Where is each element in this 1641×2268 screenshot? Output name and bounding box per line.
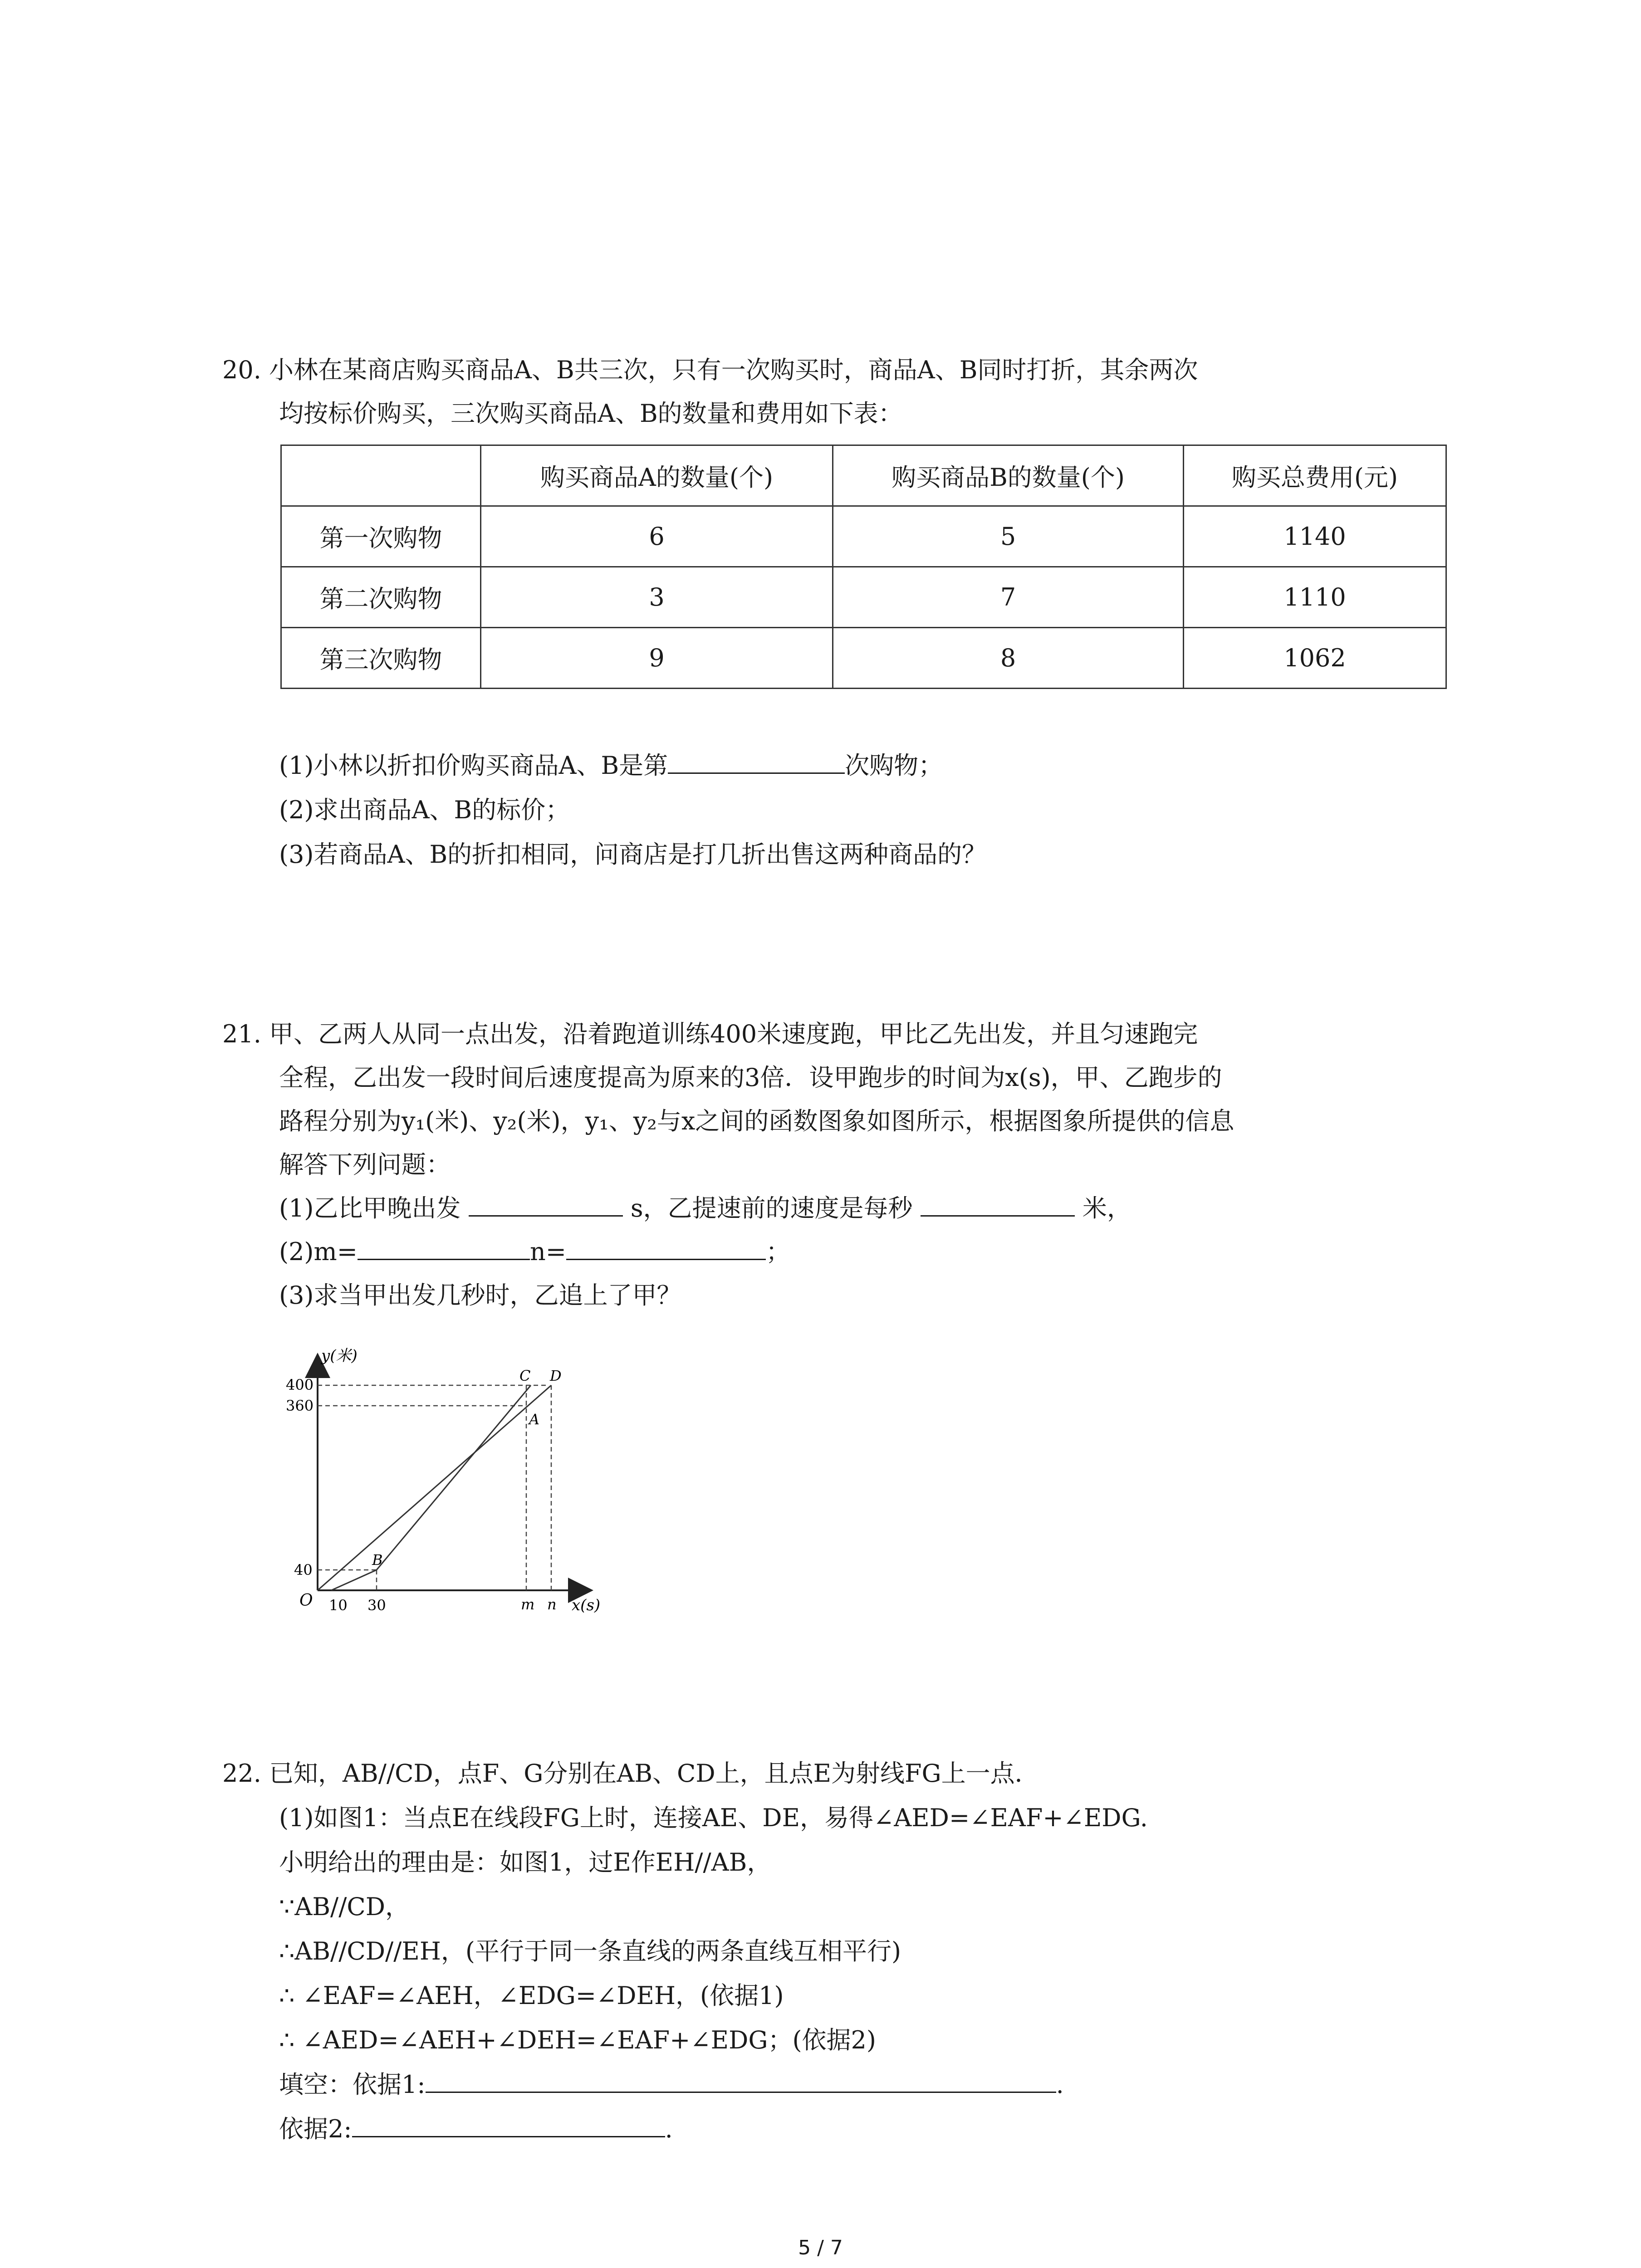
- q22-line3: 小明给出的理由是：如图1，过E作EH//AB，: [279, 1848, 772, 1877]
- table-cell: 6: [481, 506, 833, 567]
- y-tick-360: 360: [286, 1397, 314, 1414]
- table-row: [281, 628, 1446, 689]
- q22-line1: 22. 已知，AB//CD，点F、G分别在AB、CD上，且点E为射线FG上一点．: [222, 1759, 1039, 1788]
- table-cell: 第三次购物: [281, 628, 481, 689]
- y-axis-label: y(米): [321, 1347, 358, 1365]
- q21-sub2: [279, 1230, 790, 1274]
- q20-sub3: (3)若商品A、B的折扣相同，问商店是打几折出售这两种商品的？: [279, 840, 987, 869]
- table-cell: 1110: [1184, 567, 1446, 628]
- table-header-row: [281, 445, 1446, 506]
- q22-line6: ∴ ∠EAF=∠AEH，∠EDG=∠DEH，(依据1): [279, 1981, 784, 2010]
- table-header-cell: [281, 445, 481, 506]
- q22-fill1-label: 填空：依据1:: [279, 2070, 426, 2099]
- table-cell: 5: [833, 506, 1184, 567]
- x-tick-10: 10: [329, 1597, 348, 1614]
- q21-sub1-text2: s，乙提速前的速度是每秒: [630, 1194, 913, 1222]
- x-axis-label: x(s): [572, 1596, 601, 1614]
- q21-line4: 解答下列问题：: [279, 1150, 451, 1179]
- q20-sub1-text-end: 次购物；: [845, 751, 943, 780]
- answer-blank[interactable]: [352, 2109, 665, 2137]
- q20-purchase-table: [280, 445, 1447, 689]
- q22-line7: ∴ ∠AED=∠AEH+∠DEH=∠EAF+∠EDG；(依据2): [279, 2026, 876, 2054]
- q22-fill2-period: .: [665, 2115, 673, 2143]
- q21-sub2-end: ；: [765, 1237, 790, 1266]
- q22-fill1: [279, 2063, 1064, 2107]
- page-number: 5 / 7: [798, 2236, 843, 2259]
- answer-blank[interactable]: [426, 2064, 1056, 2093]
- table-cell: 3: [481, 567, 833, 628]
- q21-line3: 路程分别为y₁(米)、y₂(米)，y₁、y₂与x之间的函数图象如图所示，根据图象所提供的信息: [279, 1107, 1234, 1135]
- point-A-label: A: [529, 1411, 540, 1428]
- table-row: [281, 567, 1446, 628]
- table-cell: 7: [833, 567, 1184, 628]
- answer-blank[interactable]: [566, 1232, 766, 1260]
- q21-sub3: (3)求当甲出发几秒时，乙追上了甲？: [279, 1281, 681, 1310]
- q20-sub1-text: (1)小林以折扣价购买商品A、B是第: [279, 751, 668, 780]
- q21-sub2-m-label: (2)m=: [279, 1237, 358, 1266]
- q22-line2: (1)如图1：当点E在线段FG上时，连接AE、DE，易得∠AED=∠EAF+∠EDG.: [279, 1804, 1148, 1832]
- q21-line1: 21. 甲、乙两人从同一点出发，沿着跑道训练400米速度跑，甲比乙先出发，并且匀速跑完: [222, 1020, 1198, 1048]
- q21-distance-time-graph: [272, 1343, 617, 1624]
- table-cell: 第二次购物: [281, 567, 481, 628]
- y-tick-40: 40: [294, 1561, 313, 1579]
- q22-fill2-label: 依据2:: [279, 2115, 352, 2143]
- q20-sub2: (2)求出商品A、B的标价；: [279, 796, 570, 824]
- x-tick-30: 30: [367, 1597, 386, 1614]
- table-header-cell: 购买商品A的数量(个): [481, 445, 833, 506]
- point-C-label: C: [519, 1367, 531, 1384]
- answer-blank[interactable]: [358, 1232, 530, 1260]
- answer-blank[interactable]: [469, 1188, 623, 1217]
- origin-label: O: [299, 1591, 313, 1610]
- point-D-label: D: [550, 1367, 562, 1384]
- table-cell: 第一次购物: [281, 506, 481, 567]
- line-yi: [331, 1385, 531, 1590]
- q21-sub2-n-label: n=: [529, 1237, 566, 1266]
- q20-sub1: [279, 744, 943, 787]
- q20-stem-line2: 均按标价购买，三次购买商品A、B的数量和费用如下表：: [279, 399, 903, 428]
- table-cell: 9: [481, 628, 833, 689]
- q22-line4: ∵AB//CD，: [279, 1892, 410, 1921]
- q22-fill2: [279, 2107, 673, 2151]
- answer-blank[interactable]: [921, 1188, 1075, 1217]
- line-jia-OD: [318, 1385, 551, 1590]
- x-tick-n: n: [547, 1596, 557, 1613]
- answer-blank[interactable]: [668, 745, 845, 774]
- table-cell: 1062: [1184, 628, 1446, 689]
- q21-line2: 全程，乙出发一段时间后速度提高为原来的3倍．设甲跑步的时间为x(s)，甲、乙跑步的: [279, 1063, 1222, 1092]
- table-row: [281, 506, 1446, 567]
- table-header-cell: 购买总费用(元): [1184, 445, 1446, 506]
- table-cell: 8: [833, 628, 1184, 689]
- table-cell: 1140: [1184, 506, 1446, 567]
- q21-sub1: [279, 1187, 1132, 1230]
- x-tick-m: m: [521, 1596, 535, 1613]
- table-header-cell: 购买商品B的数量(个): [833, 445, 1184, 506]
- q21-sub1-text3: 米，: [1082, 1194, 1132, 1222]
- q21-sub1-text: (1)乙比甲晚出发: [279, 1194, 461, 1222]
- q22-line5: ∴AB//CD//EH，(平行于同一条直线的两条直线互相平行): [279, 1937, 901, 1965]
- point-B-label: B: [372, 1551, 383, 1569]
- q20-stem-line1: 20. 小林在某商店购买商品A、B共三次，只有一次购买时，商品A、B同时打折，其余两次: [222, 356, 1198, 384]
- y-tick-400: 400: [286, 1376, 314, 1393]
- q22-fill1-period: .: [1056, 2070, 1064, 2099]
